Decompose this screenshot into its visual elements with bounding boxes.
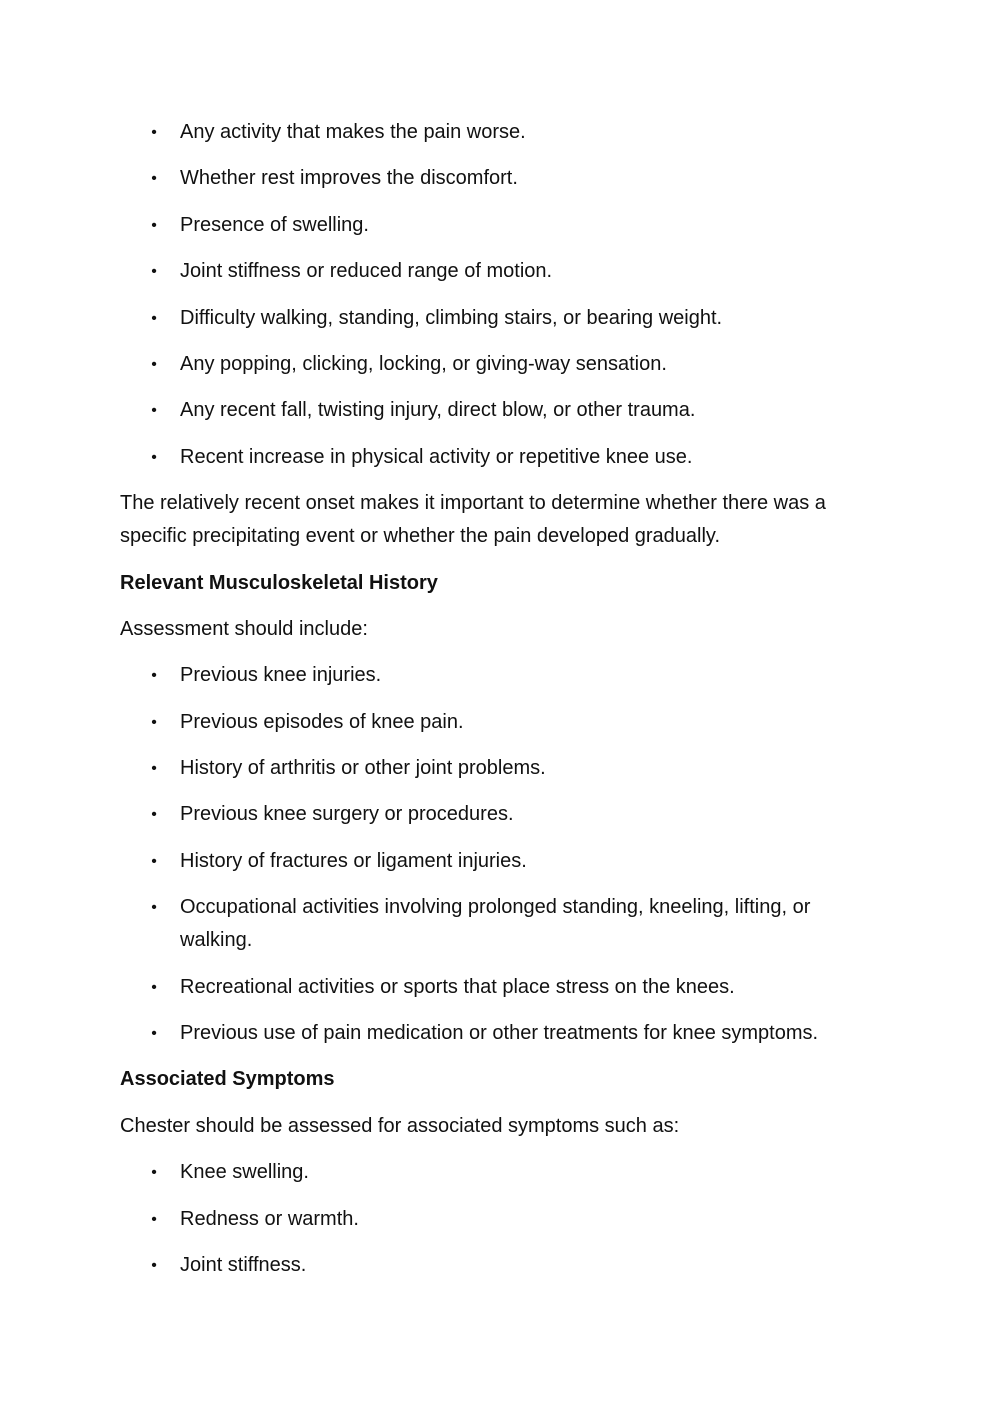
bullet-icon: • [151, 448, 157, 466]
list-item-text: Previous episodes of knee pain. [180, 710, 464, 733]
list-item-text: Joint stiffness. [180, 1253, 307, 1276]
list-item [120, 971, 880, 1004]
list-item [120, 302, 880, 335]
bullet-icon: • [151, 899, 157, 917]
list-item-text: History of arthritis or other joint problems. [180, 757, 546, 780]
musculoskeletal-history-heading: Relevant Musculoskeletal History [120, 571, 438, 594]
bullet-icon: • [151, 1210, 157, 1228]
list-item-text: Presence of swelling. [180, 213, 369, 236]
list-item-text: Redness or warmth. [180, 1207, 359, 1230]
list-item [120, 441, 880, 474]
list-item-text: Any popping, clicking, locking, or giving-way sensation. [180, 352, 667, 375]
list-item-text: Recreational activities or sports that place stress on the knees. [180, 975, 735, 998]
list-item-text: Occupational activities involving prolonged standing, kneeling, lifting, or walking. [180, 896, 811, 952]
document-page [120, 116, 880, 1295]
list-item [120, 845, 880, 878]
associated-symptoms-heading: Associated Symptoms [120, 1068, 335, 1091]
bullet-icon: • [151, 806, 157, 824]
bullet-icon: • [151, 1256, 157, 1274]
list-item [120, 891, 880, 957]
list-item [120, 1249, 880, 1282]
bullet-icon: • [151, 309, 157, 327]
list-item-text: Whether rest improves the discomfort. [180, 167, 518, 190]
list-item [120, 162, 880, 195]
list-item-text: Any recent fall, twisting injury, direct blow, or other trauma. [180, 399, 696, 422]
bullet-icon: • [151, 263, 157, 281]
list-item [120, 255, 880, 288]
list-item-text: Any activity that makes the pain worse. [180, 121, 526, 143]
list-item-text: Previous use of pain medication or other treatments for knee symptoms. [180, 1022, 819, 1045]
list-item [120, 706, 880, 739]
bullet-icon: • [151, 1025, 157, 1043]
assessment-intro: Assessment should include: [120, 617, 368, 640]
list-item-text: Previous knee injuries. [180, 664, 382, 687]
bullet-icon: • [151, 216, 157, 234]
bullet-icon: • [151, 852, 157, 870]
bullet-icon: • [151, 667, 157, 685]
associated-symptoms-list [120, 1156, 880, 1282]
list-item [120, 659, 880, 692]
list-item [120, 1017, 880, 1050]
list-item-text: Joint stiffness or reduced range of motion. [180, 260, 553, 283]
list-item [120, 209, 880, 242]
bullet-icon: • [151, 760, 157, 778]
list-item-text: Difficulty walking, standing, climbing stairs, or bearing weight. [180, 306, 723, 329]
list-item [120, 752, 880, 785]
list-item [120, 1203, 880, 1236]
bullet-icon: • [151, 402, 157, 420]
list-item [120, 116, 880, 149]
list-item [120, 394, 880, 427]
bullet-icon: • [151, 355, 157, 373]
list-item [120, 798, 880, 831]
onset-paragraph: The relatively recent onset makes it important to determine whether there was a specific precipitating event or whether the pain developed gradually. [120, 492, 826, 548]
associated-symptoms-intro: Chester should be assessed for associated symptoms such as: [120, 1114, 680, 1137]
list-item [120, 348, 880, 381]
activity-symptom-list [120, 116, 880, 474]
list-item-text: Knee swelling. [180, 1161, 309, 1184]
musculoskeletal-history-list [120, 659, 880, 1050]
list-item-text: Previous knee surgery or procedures. [180, 803, 514, 826]
list-item-text: History of fractures or ligament injuries. [180, 849, 527, 872]
bullet-icon: • [151, 170, 157, 188]
bullet-icon: • [151, 1164, 157, 1182]
list-item [120, 1156, 880, 1189]
bullet-icon: • [151, 978, 157, 996]
bullet-icon: • [151, 713, 157, 731]
list-item-text: Recent increase in physical activity or repetitive knee use. [180, 445, 693, 468]
bullet-icon: • [151, 124, 157, 141]
